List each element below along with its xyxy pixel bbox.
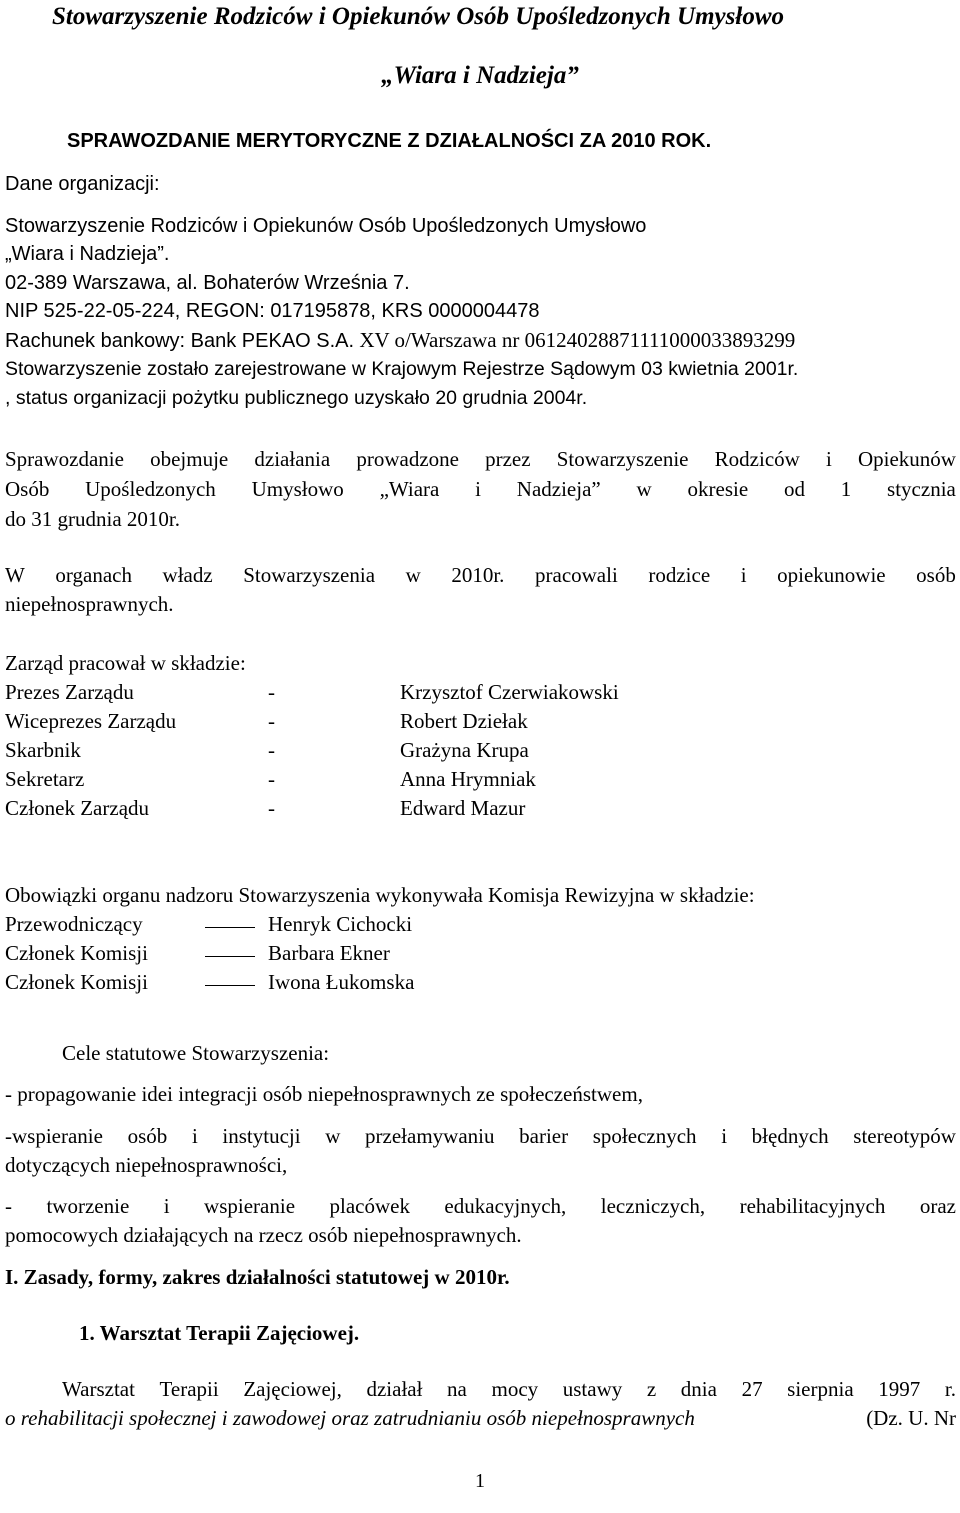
word: błędnych: [751, 1124, 829, 1148]
word: barier: [519, 1124, 569, 1148]
goal-3-line1: [5, 1194, 956, 1218]
word: pracowali: [535, 563, 618, 587]
board-sep: -: [268, 796, 275, 820]
word: i: [163, 1194, 170, 1218]
audit-role: Przewodniczący: [5, 912, 143, 936]
org-ids: NIP 525-22-05-224, REGON: 017195878, KRS 0000004478: [5, 300, 540, 322]
word: organach: [55, 563, 132, 587]
audit-dash: [205, 941, 255, 965]
word: Upośledzonych: [85, 477, 216, 501]
word: instytucji: [222, 1124, 301, 1148]
word: Zajęciowej,: [243, 1377, 342, 1401]
intro-p1-line2: [5, 477, 956, 501]
word: działał: [366, 1377, 423, 1401]
word: okresie: [687, 477, 749, 501]
board-role: Wiceprezes Zarządu: [5, 709, 177, 733]
subsection-heading: 1. Warsztat Terapii Zajęciowej.: [79, 1321, 360, 1345]
audit-member-name: Barbara Ekner: [268, 941, 390, 965]
section-paragraph-line2: [5, 1406, 956, 1430]
org-name-line2: „Wiara i Nadzieja”.: [5, 243, 170, 265]
board-role: Skarbnik: [5, 738, 81, 762]
word: oraz: [919, 1194, 956, 1218]
word: 1: [840, 477, 852, 501]
word: Sprawozdanie: [5, 447, 124, 471]
word: -: [5, 1194, 12, 1218]
word: r.: [944, 1377, 956, 1401]
act-title: o rehabilitacji społecznej i zawodowej oraz zatrudnianiu osób niepełnosprawnych: [5, 1406, 695, 1430]
goal-1: - propagowanie idei integracji osób niepełnosprawnych ze społeczeństwem,: [5, 1082, 643, 1106]
word: i: [740, 563, 747, 587]
intro-p1-line3: do 31 grudnia 2010r.: [5, 507, 180, 531]
intro-p2-line1: [5, 563, 956, 587]
word: przez: [485, 447, 531, 471]
bank-prefix: Rachunek bankowy: Bank PEKAO S.A.: [5, 330, 355, 352]
board-member-name: Krzysztof Czerwiakowski: [400, 680, 619, 704]
word: 1997: [878, 1377, 921, 1401]
word: osób: [127, 1124, 168, 1148]
section-paragraph-line1: [62, 1377, 956, 1401]
word: Rodziców: [714, 447, 800, 471]
org-subtitle: „Wiara i Nadzieja”: [381, 62, 579, 89]
word: od: [783, 477, 805, 501]
intro-p2-line2: niepełnosprawnych.: [5, 592, 174, 616]
word: leczniczych,: [600, 1194, 706, 1218]
word: rehabilitacyjnych: [739, 1194, 886, 1218]
board-member-name: Robert Dziełak: [400, 709, 528, 733]
goals-heading: Cele statutowe Stowarzyszenia:: [62, 1041, 330, 1065]
board-sep: -: [268, 767, 275, 791]
word: obejmuje: [150, 447, 229, 471]
word: w: [405, 563, 421, 587]
word: działania: [254, 447, 331, 471]
word: mocy: [491, 1377, 539, 1401]
word: i: [475, 477, 481, 501]
word: Warsztat: [62, 1377, 135, 1401]
word: z: [646, 1377, 657, 1401]
goal-2-line1: [5, 1124, 956, 1148]
board-heading: Zarząd pracował w składzie:: [5, 651, 246, 675]
section-heading: I. Zasady, formy, zakres działalności statutowej w 2010r.: [5, 1265, 510, 1289]
word: i: [721, 1124, 728, 1148]
word: na: [447, 1377, 467, 1401]
board-role: Prezes Zarządu: [5, 680, 134, 704]
audit-heading: Obowiązki organu nadzoru Stowarzyszenia wykonywała Komisja Rewizyjna w składzie:: [5, 883, 755, 907]
board-member-name: Grażyna Krupa: [400, 738, 529, 762]
word: i: [825, 447, 832, 471]
word: i: [191, 1124, 198, 1148]
word: Stowarzyszenie: [556, 447, 689, 471]
word: W: [5, 563, 25, 587]
org-bank: [5, 328, 795, 353]
board-member-name: Anna Hrymniak: [400, 767, 536, 791]
word: wspieranie: [204, 1194, 296, 1218]
word: placówek: [329, 1194, 410, 1218]
word: sierpnia: [787, 1377, 854, 1401]
board-role: Sekretarz: [5, 767, 85, 791]
goal-3-line2: pomocowych działających na rzecz osób niepełnosprawnych.: [5, 1223, 522, 1247]
word: prowadzone: [356, 447, 459, 471]
word: 27: [741, 1377, 763, 1401]
act-citation: (Dz. U. Nr: [866, 1406, 956, 1430]
word: przełamywaniu: [365, 1124, 495, 1148]
board-sep: -: [268, 709, 275, 733]
audit-dash: [205, 970, 255, 994]
report-title: SPRAWOZDANIE MERYTORYCZNE Z DZIAŁALNOŚCI ZA 2010 ROK.: [67, 130, 712, 152]
audit-role: Członek Komisji: [5, 941, 148, 965]
board-role: Członek Zarządu: [5, 796, 150, 820]
board-sep: -: [268, 680, 275, 704]
word: tworzenie: [46, 1194, 130, 1218]
word: ustawy: [562, 1377, 623, 1401]
word: w: [636, 477, 652, 501]
word: osób: [916, 563, 956, 587]
word: opiekunowie: [777, 563, 886, 587]
word: stereotypów: [853, 1124, 956, 1148]
board-member-name: Edward Mazur: [400, 796, 526, 820]
org-address: 02-389 Warszawa, al. Bohaterów Września 7.: [5, 272, 410, 294]
audit-member-name: Iwona Łukomska: [268, 970, 415, 994]
word: Stowarzyszenia: [243, 563, 376, 587]
word: Opiekunów: [857, 447, 956, 471]
word: stycznia: [887, 477, 956, 501]
word: rodzice: [648, 563, 711, 587]
word: 2010r.: [451, 563, 505, 587]
word: Terapii: [159, 1377, 219, 1401]
audit-role: Członek Komisji: [5, 970, 148, 994]
word: edukacyjnych,: [444, 1194, 567, 1218]
intro-p1-line1: [5, 447, 956, 471]
word: władz: [162, 563, 213, 587]
word: Nadzieja”: [516, 477, 601, 501]
word: -wspieranie: [5, 1124, 103, 1148]
board-sep: -: [268, 738, 275, 762]
org-title: Stowarzyszenie Rodziców i Opiekunów Osób Upośledzonych Umysłowo: [52, 3, 785, 30]
word: Osób: [5, 477, 50, 501]
audit-member-name: Henryk Cichocki: [268, 912, 413, 936]
word: Umysłowo: [251, 477, 344, 501]
word: w: [325, 1124, 341, 1148]
org-registration: Stowarzyszenie zostało zarejestrowane w Krajowym Rejestrze Sądowym 03 kwietnia 2001r.: [5, 358, 799, 380]
org-status: , status organizacji pożytku publicznego uzyskało 20 grudnia 2004r.: [5, 387, 588, 409]
word: społecznych: [592, 1124, 697, 1148]
page-number: 1: [475, 1470, 485, 1492]
org-name-line1: Stowarzyszenie Rodziców i Opiekunów Osób Upośledzonych Umysłowo: [5, 215, 647, 237]
org-data-label: Dane organizacji:: [5, 173, 160, 195]
goal-2-line2: dotyczących niepełnosprawności,: [5, 1153, 288, 1177]
bank-suffix: XV o/Warszawa nr 06124028871111000033893299: [354, 328, 796, 352]
word: dnia: [680, 1377, 717, 1401]
word: „Wiara: [379, 477, 440, 501]
audit-dash: [205, 912, 255, 936]
